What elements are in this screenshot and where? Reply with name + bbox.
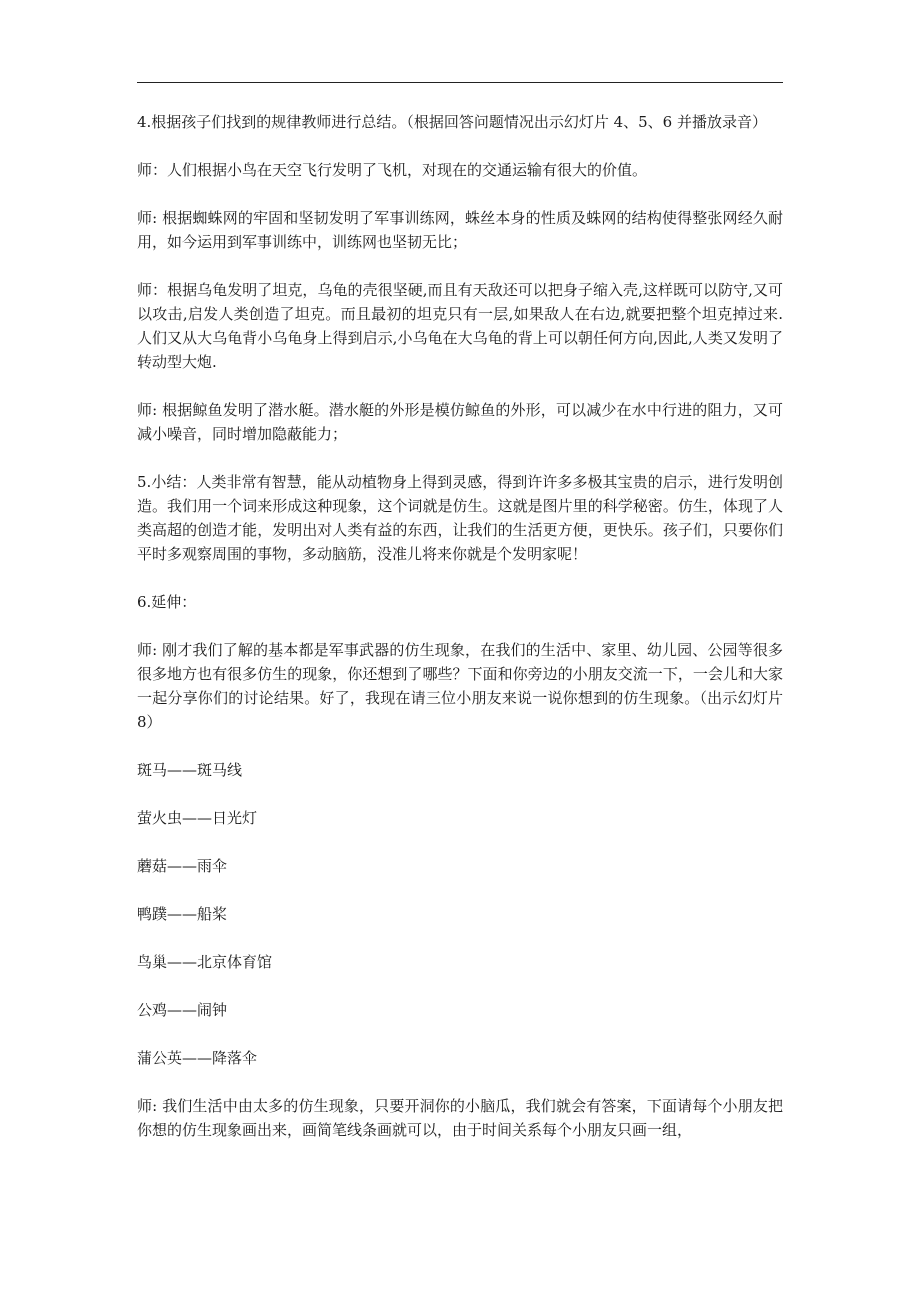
paragraph-tank: 师：根据乌龟发明了坦克，乌龟的壳很坚硬,而且有天敌还可以把身子缩入壳,这样既可以防守,又可以攻击,启发人类创造了坦克。而且最初的坦克只有一层,如果敌人在右边,就要把整个坦克掉过来.人们又从大乌龟背小乌龟身上得到启示,小乌龟在大乌龟的背上可以朝任何方向,因此,人类又发明了转动型大炮. bbox=[137, 281, 783, 371]
document-body bbox=[137, 110, 783, 1166]
paragraph-airplane: 师：人们根据小鸟在天空飞行发明了飞机，对现在的交通运输有很大的价值。 bbox=[137, 161, 648, 179]
list-item-duck-feet: 鸭蹼——船桨 bbox=[137, 905, 228, 923]
header-rule bbox=[137, 82, 783, 83]
list-item-zebra: 斑马——斑马线 bbox=[137, 761, 243, 779]
list-item-rooster: 公鸡——闹钟 bbox=[137, 1001, 228, 1019]
paragraph-drawing-task: 师: 我们生活中由太多的仿生现象，只要开洞你的小脑瓜，我们就会有答案，下面请每个小朋友把你想的仿生现象画出来，画简笔线条画就可以，由于时间关系每个小朋友只画一组， bbox=[137, 1097, 783, 1139]
section-heading-extension: 6.延伸： bbox=[137, 593, 197, 611]
list-item-mushroom: 蘑菇——雨伞 bbox=[137, 857, 228, 875]
list-item-firefly: 萤火虫——日光灯 bbox=[137, 809, 258, 827]
paragraph-extension: 师: 刚才我们了解的基本都是军事武器的仿生现象，在我们的生活中、家里、幼儿园、公园等很多很多地方也有很多仿生的现象，你还想到了哪些？下面和你旁边的小朋友交流一下，一会儿和大家一起分享你们的讨论结果。好了，我现在请三位小朋友来说一说你想到的仿生现象。（出示幻灯片 8） bbox=[137, 641, 783, 731]
paragraph-conclusion: 5.小结：人类非常有智慧，能从动植物身上得到灵感，得到许许多多极其宝贵的启示，进行发明创造。我们用一个词来形成这种现象，这个词就是仿生。这就是图片里的科学秘密。仿生，体现了人类高超的创造才能，发明出对人类有益的东西，让我们的生活更方便，更快乐。孩子们，只要你们平时多观察周围的事物，多动脑筋，没准儿将来你就是个发明家呢！ bbox=[137, 473, 783, 563]
list-item-dandelion: 蒲公英——降落伞 bbox=[137, 1049, 258, 1067]
paragraph-spider-web: 师: 根据蜘蛛网的牢固和坚韧发明了军事训练网，蛛丝本身的性质及蛛网的结构使得整张网经久耐用，如今运用到军事训练中，训练网也坚韧无比； bbox=[137, 209, 783, 251]
paragraph-summary-intro: 4.根据孩子们找到的规律教师进行总结。（根据回答问题情况出示幻灯片 4、5、6 并播放录音） bbox=[137, 113, 767, 131]
paragraph-submarine: 师: 根据鲸鱼发明了潜水艇。潜水艇的外形是模仿鲸鱼的外形，可以减少在水中行进的阻力，又可减小噪音，同时增加隐蔽能力； bbox=[137, 401, 783, 443]
list-item-birds-nest: 鸟巢——北京体育馆 bbox=[137, 953, 273, 971]
